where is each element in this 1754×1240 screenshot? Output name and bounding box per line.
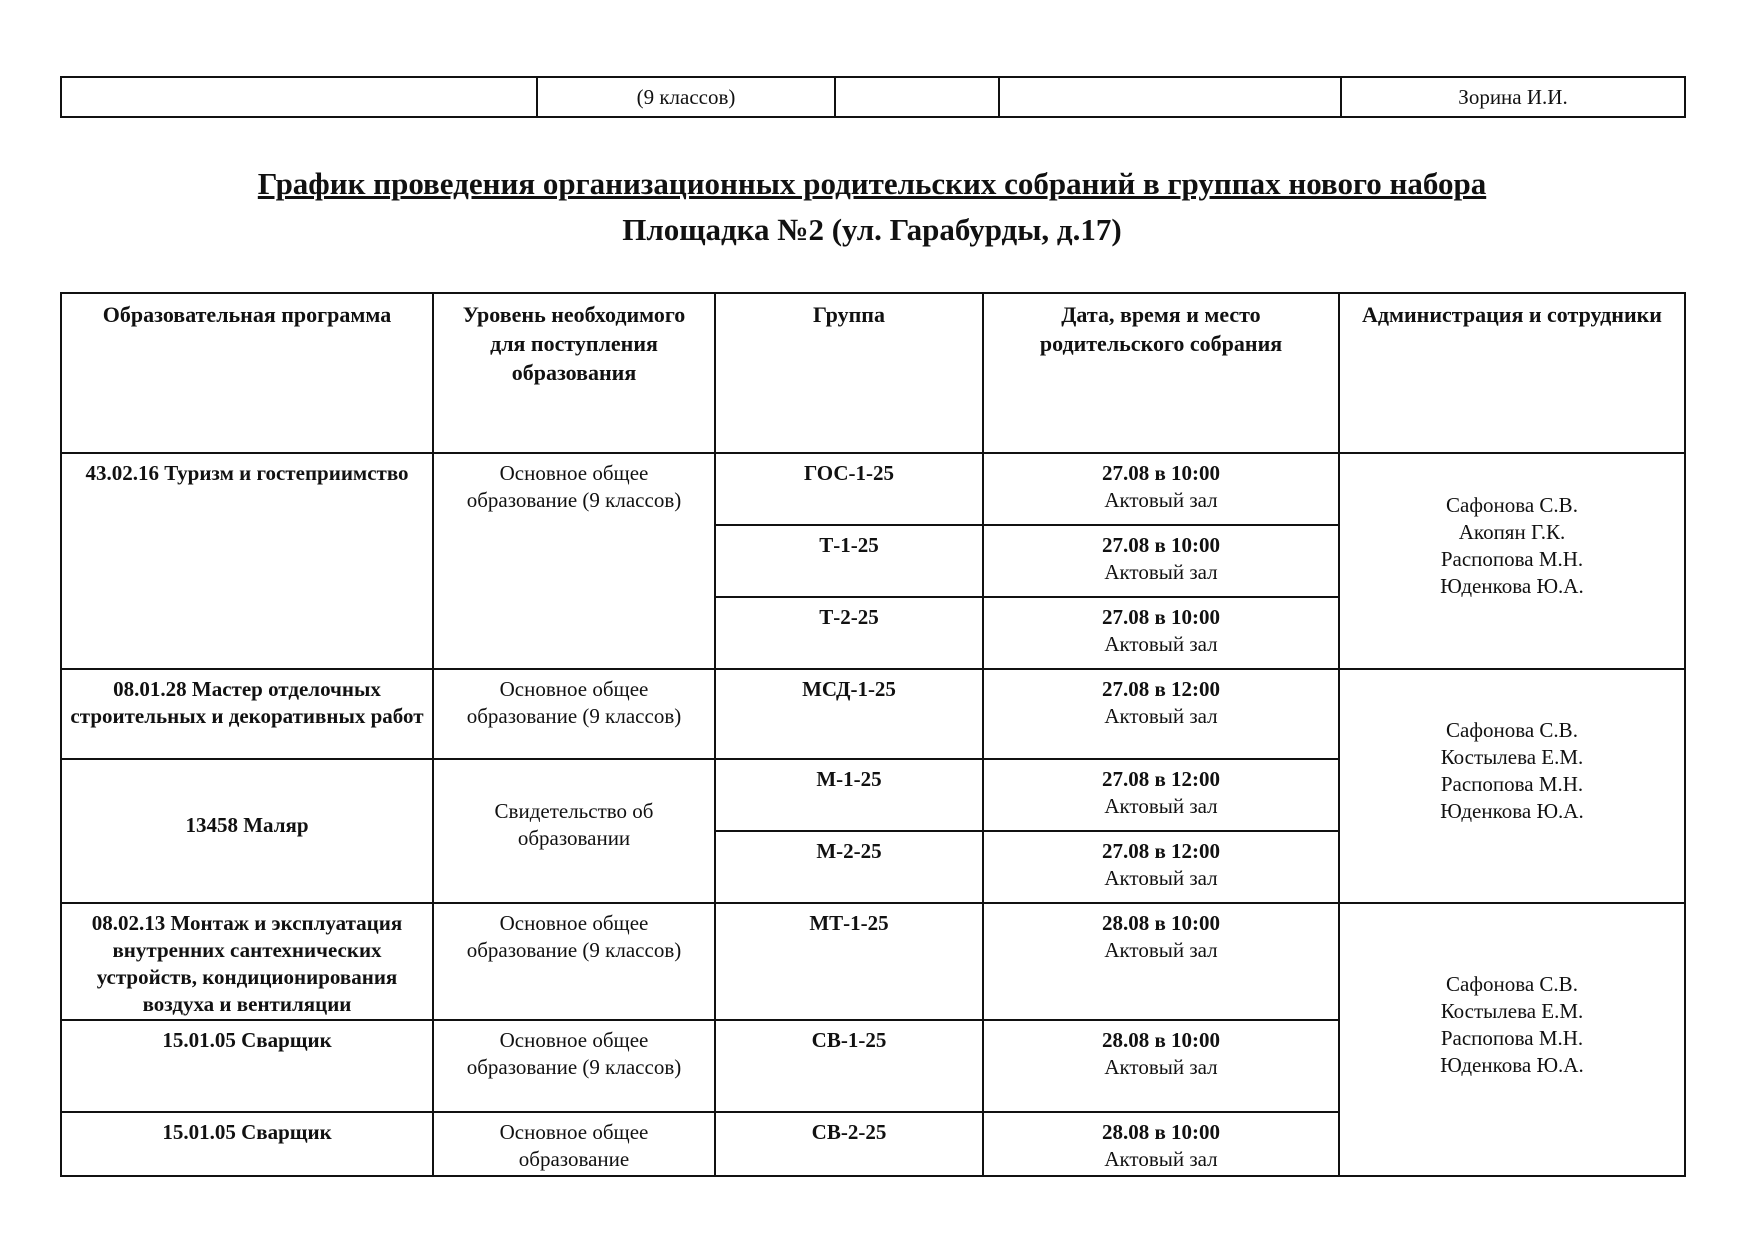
meeting-date: 28.08 в 10:00 — [1101, 911, 1221, 935]
staff-list — [1348, 971, 1676, 1079]
datetime-cell — [983, 1112, 1339, 1176]
page-title: График проведения организационных родительских собраний в группах нового набора — [257, 166, 1487, 201]
meeting-date: 27.08 в 10:00 — [1101, 461, 1221, 485]
table-row — [61, 669, 1685, 759]
cell-level: (9 классов) — [537, 77, 835, 117]
group-cell: МТ-1-25 — [715, 903, 983, 1020]
staff-name: Юденкова Ю.А. — [1440, 1052, 1584, 1077]
meeting-date: 27.08 в 10:00 — [1101, 533, 1221, 557]
cell-empty — [999, 77, 1341, 117]
datetime-cell — [983, 759, 1339, 831]
program-cell: 08.02.13 Монтаж и эксплуатация внутренних сантехнических устройств, кондиционирования воздуха и вентиляции — [61, 903, 433, 1020]
staff-name: Костылева Е.М. — [1440, 998, 1584, 1023]
program-cell: 08.01.28 Мастер отделочных строительных и декоративных работ — [61, 669, 433, 759]
meeting-place: Актовый зал — [1104, 1055, 1218, 1079]
staff-name: Сафонова С.В. — [1446, 493, 1578, 517]
staff-name: Юденкова Ю.А. — [1440, 799, 1584, 823]
meeting-date: 27.08 в 10:00 — [1101, 605, 1221, 629]
group-cell: ГОС-1-25 — [715, 453, 983, 525]
datetime-cell — [983, 903, 1339, 1020]
header-level: Уровень необходимого для поступления образования — [433, 293, 715, 453]
header-datetime: Дата, время и место родительского собрания — [983, 293, 1339, 453]
level-text: Свидетельство об образовании — [494, 799, 654, 850]
program-name: 13458 Маляр — [185, 812, 309, 837]
meeting-place: Актовый зал — [1104, 560, 1218, 584]
continuation-row — [61, 77, 1685, 117]
table-row — [61, 453, 1685, 525]
group-cell: МСД-1-25 — [715, 669, 983, 759]
meeting-date: 28.08 в 10:00 — [1101, 1120, 1221, 1144]
group-cell: Т-2-25 — [715, 597, 983, 669]
table-row — [61, 903, 1685, 1020]
staff-name: Сафонова С.В. — [1446, 718, 1578, 742]
program-cell: 43.02.16 Туризм и гостеприимство — [61, 453, 433, 669]
header-program: Образовательная программа — [61, 293, 433, 453]
group-cell: СВ-1-25 — [715, 1020, 983, 1112]
level-cell — [433, 759, 715, 903]
meeting-date: 27.08 в 12:00 — [1101, 839, 1221, 863]
staff-name: Распопова М.Н. — [1440, 1025, 1584, 1050]
meeting-place: Актовый зал — [1104, 794, 1218, 818]
group-cell: Т-1-25 — [715, 525, 983, 597]
staff-cell — [1339, 669, 1685, 903]
header-row — [61, 293, 1685, 453]
meeting-place: Актовый зал — [1104, 866, 1218, 890]
meeting-date: 27.08 в 12:00 — [1101, 767, 1221, 791]
datetime-cell — [983, 1020, 1339, 1112]
cell-empty — [835, 77, 999, 117]
group-cell: М-2-25 — [715, 831, 983, 903]
meeting-place: Актовый зал — [1104, 488, 1218, 512]
staff-cell — [1339, 453, 1685, 669]
program-cell: 15.01.05 Сварщик — [61, 1112, 433, 1176]
meeting-date: 27.08 в 12:00 — [1101, 677, 1221, 701]
staff-name: Костылева Е.М. — [1440, 745, 1584, 769]
staff-cell — [1339, 903, 1685, 1176]
meeting-place: Актовый зал — [1104, 1147, 1218, 1171]
page-subtitle: Площадка №2 (ул. Гарабурды, д.17) — [622, 212, 1122, 247]
meeting-place: Актовый зал — [1104, 704, 1218, 728]
staff-list — [1348, 717, 1676, 825]
datetime-cell — [983, 453, 1339, 525]
level-cell: Основное общее образование (9 классов) — [433, 1020, 715, 1112]
staff-name: Распопова М.Н. — [1440, 547, 1584, 571]
staff-list — [1348, 492, 1676, 600]
datetime-cell — [983, 831, 1339, 903]
group-cell: М-1-25 — [715, 759, 983, 831]
meeting-place: Актовый зал — [1104, 632, 1218, 656]
schedule-table — [60, 292, 1686, 1177]
level-cell: Основное общее образование — [433, 1112, 715, 1176]
cell-staff: Зорина И.И. — [1341, 77, 1685, 117]
meeting-place: Актовый зал — [1104, 938, 1218, 962]
header-staff: Администрация и сотрудники — [1339, 293, 1685, 453]
group-cell: СВ-2-25 — [715, 1112, 983, 1176]
continuation-table — [60, 76, 1686, 118]
staff-name: Сафонова С.В. — [1446, 971, 1578, 996]
staff-name: Акопян Г.К. — [1458, 520, 1566, 544]
datetime-cell — [983, 525, 1339, 597]
level-cell: Основное общее образование (9 классов) — [433, 669, 715, 759]
level-cell: Основное общее образование (9 классов) — [433, 903, 715, 1020]
meeting-date: 28.08 в 10:00 — [1101, 1028, 1221, 1052]
staff-name: Распопова М.Н. — [1440, 772, 1584, 796]
level-cell: Основное общее образование (9 классов) — [433, 453, 715, 669]
datetime-cell — [983, 597, 1339, 669]
program-cell — [61, 759, 433, 903]
datetime-cell — [983, 669, 1339, 759]
header-group: Группа — [715, 293, 983, 453]
cell-empty — [61, 77, 537, 117]
staff-name: Юденкова Ю.А. — [1440, 574, 1584, 598]
program-cell: 15.01.05 Сварщик — [61, 1020, 433, 1112]
